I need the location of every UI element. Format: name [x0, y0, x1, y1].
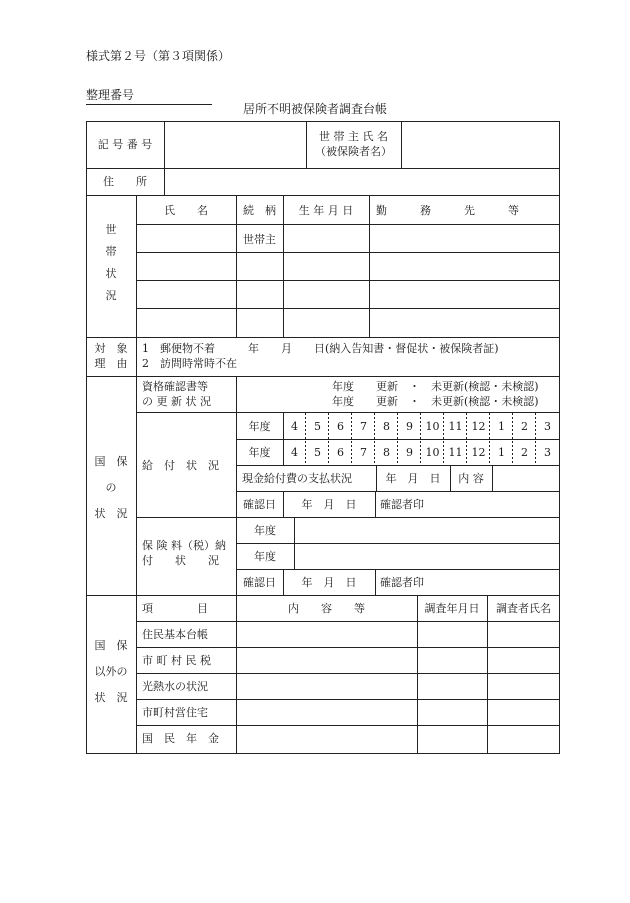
qualification-label-1: 資格確認書等: [142, 380, 208, 393]
cash-benefit-label: 現金給付費の支払状況: [242, 472, 352, 485]
month-cell[interactable]: 12: [471, 420, 486, 433]
month-cell[interactable]: 3: [544, 420, 551, 433]
qualification-line-1: 年度 更新 ・ 未更新(検認・未検認): [332, 380, 539, 393]
month-cell[interactable]: 10: [425, 420, 440, 433]
premium-confirm-date-label: 確認日: [243, 576, 276, 589]
benefit-year-label-1: 年度: [248, 420, 271, 433]
premium-label-1: 保 険 料（税）納: [142, 539, 226, 552]
reference-number-field[interactable]: 整理番号: [86, 86, 212, 105]
other-item-header: 項 目: [142, 602, 208, 615]
household-head-label: 世 帯 主 氏 名: [319, 130, 388, 143]
surveyor-name-header: 調査者氏名: [496, 602, 551, 615]
premium-confirmer-label: 確認者印: [380, 576, 424, 589]
other-content-header: 内 容 等: [288, 602, 365, 615]
premium-year-label-1: 年度: [254, 524, 276, 537]
other-item-municipal-tax: 市 町 村 民 税: [142, 654, 211, 667]
form-number-label: 様式第２号（第３項関係）: [86, 49, 231, 63]
month-cell[interactable]: 7: [360, 446, 367, 459]
other-item-national-pension: 国 民 年 金: [142, 732, 219, 745]
reason-item-absent: 2 訪問時常時不在: [142, 357, 237, 370]
col-birthdate-header: 生 年 月 日: [298, 204, 354, 217]
month-cell[interactable]: 1: [498, 420, 505, 433]
premium-confirm-date: 年 月 日: [301, 576, 357, 589]
benefit-confirmer-label: 確認者印: [380, 498, 424, 511]
non-nhi-status-label: 国 保 以外の 状 況: [94, 639, 128, 704]
benefit-confirm-date-label: 確認日: [243, 498, 276, 511]
month-cell[interactable]: 4: [291, 446, 298, 459]
nhi-status-label: 国 保 の 状 況: [94, 455, 128, 520]
month-cell[interactable]: 2: [521, 446, 528, 459]
document-title: 居所不明被保険者調査台帳: [242, 102, 387, 116]
month-cell[interactable]: 9: [406, 420, 413, 433]
survey-ledger-form: [86, 121, 560, 754]
address-field[interactable]: [166, 169, 558, 195]
survey-date-header: 調査年月日: [424, 602, 480, 615]
month-cell[interactable]: 6: [337, 420, 344, 433]
household-status-label: 世 帯 状 況: [105, 223, 117, 302]
other-item-public-housing: 市町村営住宅: [142, 706, 208, 719]
head-relation-cell: 世帯主: [243, 233, 276, 246]
insured-name-label: （被保険者名）: [315, 145, 392, 158]
reason-item-mail: 1 郵便物不着 年 月 日(納入告知書・督促状・被保険者証): [142, 342, 499, 355]
reason-label-top: 対 象: [94, 342, 128, 355]
month-cell[interactable]: 2: [521, 420, 528, 433]
symbol-number-label: 記 号 番 号: [97, 138, 153, 151]
cash-benefit-date: 年 月 日: [385, 472, 441, 485]
address-label: 住 所: [103, 175, 147, 188]
month-cell[interactable]: 5: [314, 446, 321, 459]
other-item-resident-register: 住民基本台帳: [142, 628, 208, 641]
month-cell[interactable]: 9: [406, 446, 413, 459]
month-cell[interactable]: 7: [360, 420, 367, 433]
benefit-status-label: 給 付 状 況: [142, 459, 219, 472]
month-cell[interactable]: 1: [498, 446, 505, 459]
symbol-number-field[interactable]: [166, 121, 304, 167]
household-head-name-field[interactable]: [403, 121, 558, 167]
month-cell[interactable]: 12: [471, 446, 486, 459]
premium-label-2: 付 状 況: [142, 554, 219, 567]
reason-label-bottom: 理 由: [94, 357, 128, 370]
qualification-line-2: 年度 更新 ・ 未更新(検認・未検認): [332, 395, 539, 408]
premium-year-label-2: 年度: [254, 550, 276, 563]
benefit-confirm-date: 年 月 日: [301, 498, 357, 511]
col-workplace-header: 勤 務 先 等: [376, 204, 519, 217]
month-cell[interactable]: 3: [544, 446, 551, 459]
month-cell[interactable]: 10: [425, 446, 440, 459]
month-cell[interactable]: 8: [383, 446, 390, 459]
month-cell[interactable]: 11: [448, 420, 463, 433]
cash-benefit-content-label: 内 容: [458, 472, 484, 485]
month-cell[interactable]: 5: [314, 420, 321, 433]
month-cell[interactable]: 11: [448, 446, 463, 459]
qualification-label-2: の 更 新 状 況: [142, 395, 211, 408]
month-cell[interactable]: 6: [337, 446, 344, 459]
month-cell[interactable]: 8: [383, 420, 390, 433]
month-cell[interactable]: 4: [291, 420, 298, 433]
col-relation-header: 続 柄: [243, 204, 276, 217]
other-item-utilities: 光熱水の状況: [142, 680, 208, 693]
benefit-year-label-2: 年度: [248, 446, 271, 459]
col-name-header: 氏 名: [164, 204, 208, 217]
